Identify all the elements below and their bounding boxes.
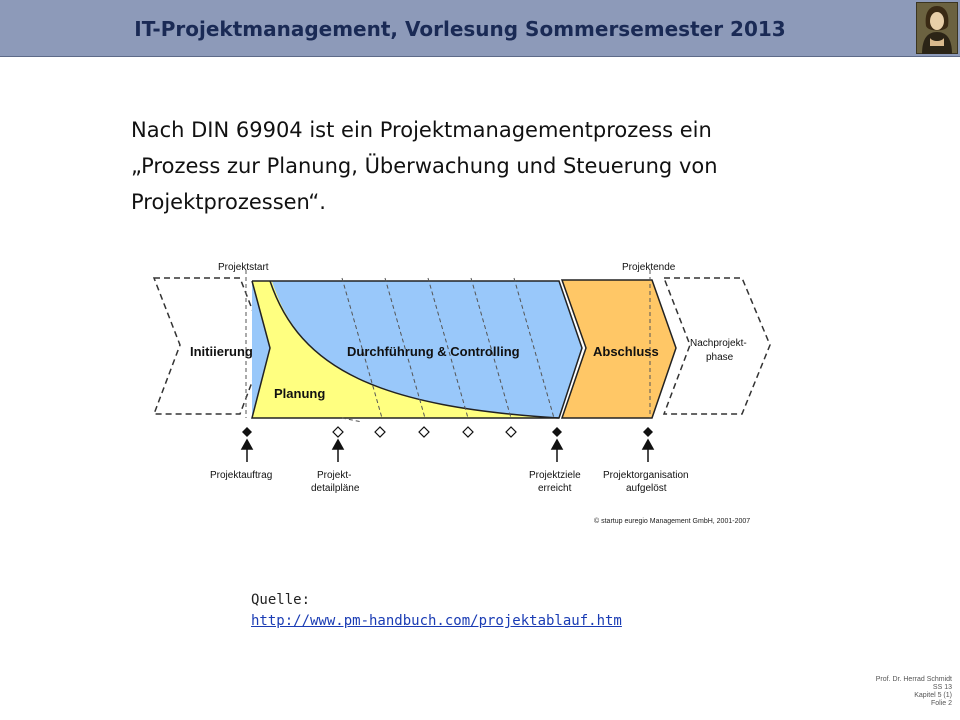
slide-title: IT-Projektmanagement, Vorlesung Sommersemester 2013 — [134, 17, 786, 41]
milestone-org-diamond — [643, 427, 653, 437]
milestone-detail-diamond-5 — [506, 427, 516, 437]
ziele-label-2: erreicht — [538, 483, 572, 494]
milestone-ziele-diamond — [552, 427, 562, 437]
ziele-label-1: Projektziele — [529, 470, 581, 481]
milestone-detail-diamond-3 — [419, 427, 429, 437]
definition-line-2: „Prozess zur Planung, Überwachung und Steuerung von — [131, 154, 718, 178]
milestone-detail-diamond-4 — [463, 427, 473, 437]
milestone-detail-diamond-1 — [333, 427, 343, 437]
planung-label: Planung — [274, 386, 326, 401]
projektauftrag-label: Projektauftrag — [210, 470, 273, 481]
copyright-label: © startup euregio Management GmbH, 2001-2007 — [594, 518, 751, 525]
slide-footer — [876, 676, 952, 708]
project-phase-diagram — [150, 250, 800, 530]
source-link[interactable]: http://www.pm-handbuch.com/projektablauf.htm — [251, 613, 622, 629]
source-block — [251, 590, 622, 632]
projektende-label: Projektende — [622, 262, 676, 273]
footer-chapter: Kapitel 5 (1) — [914, 692, 952, 699]
slide-header — [0, 0, 960, 57]
milestone-projektauftrag-diamond — [242, 427, 252, 437]
org-label-2: aufgelöst — [626, 483, 667, 494]
definition-text — [131, 112, 831, 220]
nachprojekt-label-2: phase — [706, 352, 734, 363]
initiierung-label: Initiierung — [190, 344, 253, 359]
definition-line-3: Projektprozessen“. — [131, 190, 326, 214]
source-label: Quelle: — [251, 592, 311, 608]
detail-label-1: Projekt- — [317, 470, 352, 481]
abschluss-label: Abschluss — [593, 344, 659, 359]
durchfuehrung-label: Durchführung & Controlling — [347, 344, 520, 359]
footer-semester: SS 13 — [932, 684, 952, 691]
footer-author: Prof. Dr. Herrad Schmidt — [875, 676, 952, 683]
org-label-1: Projektorganisation — [603, 470, 689, 481]
nachprojekt-label-1: Nachprojekt- — [690, 338, 747, 349]
portrait-image — [916, 2, 958, 54]
projektstart-label: Projektstart — [218, 262, 269, 273]
detail-label-2: detailpläne — [311, 483, 360, 494]
footer-slide: Folie 2 — [930, 700, 952, 707]
milestone-detail-diamond-2 — [375, 427, 385, 437]
definition-line-1: Nach DIN 69904 ist ein Projektmanagementprozess ein — [131, 118, 712, 142]
